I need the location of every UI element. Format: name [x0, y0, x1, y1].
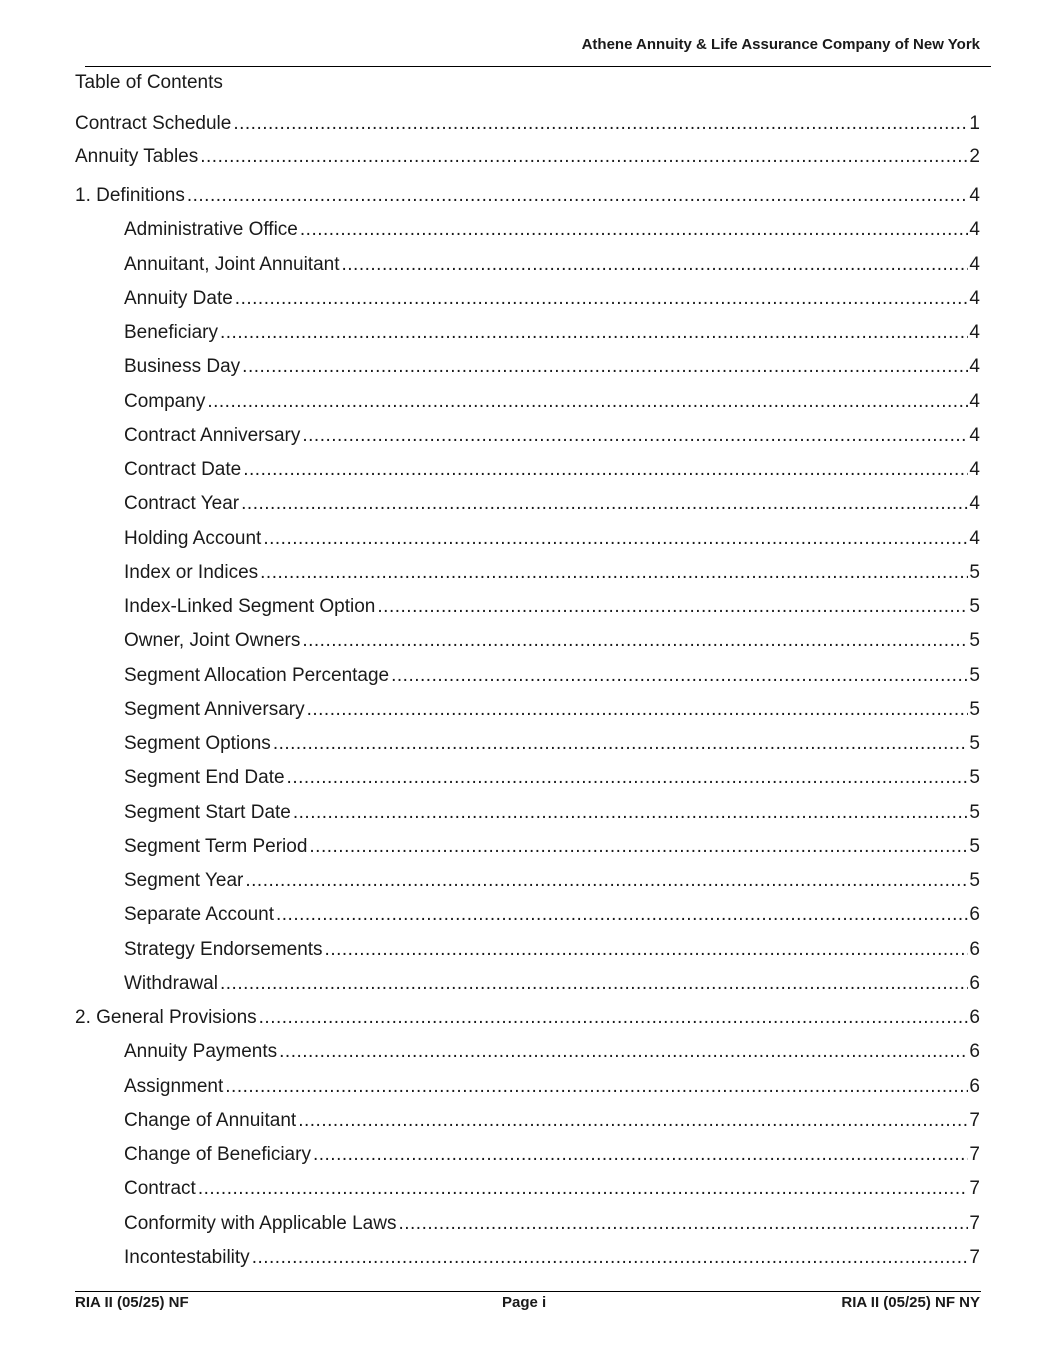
toc-title: Table of Contents	[75, 72, 223, 93]
toc-dot-leader	[260, 562, 968, 584]
toc-entry-label: Segment Options	[124, 733, 271, 754]
toc-entry-label: Separate Account	[124, 904, 274, 925]
toc-entry-label: Annuity Date	[124, 288, 233, 309]
toc-dot-leader	[207, 391, 968, 413]
toc-entry-label: Contract Date	[124, 459, 242, 480]
toc-entry[interactable]	[124, 455, 980, 481]
toc-entry[interactable]	[124, 969, 980, 995]
toc-entry[interactable]	[75, 1003, 980, 1029]
toc-entry-label: Assignment	[124, 1076, 224, 1097]
toc-entry-page: 5	[969, 802, 980, 823]
toc-entry-label: Administrative Office	[124, 219, 298, 240]
toc-entry-label: Annuitant, Joint Annuitant	[124, 254, 340, 275]
company-name: Athene Annuity & Life Assurance Company of New York	[581, 36, 980, 53]
toc-dot-leader	[300, 219, 969, 241]
toc-entry[interactable]	[75, 142, 980, 168]
toc-entry-page: 2	[969, 146, 980, 167]
toc-entry-label: Index-Linked Segment Option	[124, 596, 376, 617]
toc-dot-leader	[259, 1007, 969, 1029]
toc-entry-page: 7	[969, 1178, 980, 1199]
toc-entry[interactable]	[124, 763, 980, 789]
toc-entry-page: 5	[969, 665, 980, 686]
toc-entry-label: Contract Year	[124, 493, 240, 514]
header-divider	[85, 66, 991, 67]
toc-entry[interactable]	[124, 661, 980, 687]
toc-dot-leader	[242, 356, 968, 378]
toc-entry[interactable]	[124, 215, 980, 241]
toc-dot-leader	[307, 699, 969, 721]
toc-entry-page: 4	[969, 219, 980, 240]
toc-dot-leader	[309, 836, 968, 858]
toc-entry-page: 5	[969, 630, 980, 651]
toc-entry-page: 5	[969, 733, 980, 754]
footer-page-number: Page i	[502, 1294, 547, 1311]
toc-entry-label: Annuity Tables	[75, 146, 199, 167]
toc-dot-leader	[279, 1041, 968, 1063]
toc-entry-page: 4	[969, 185, 980, 206]
toc-entry-page: 4	[969, 459, 980, 480]
toc-entry[interactable]	[124, 387, 980, 413]
toc-entry[interactable]	[124, 352, 980, 378]
toc-entry-page: 6	[969, 904, 980, 925]
toc-dot-leader	[225, 1076, 968, 1098]
toc-entry-page: 6	[969, 1076, 980, 1097]
toc-entry-page: 5	[969, 767, 980, 788]
toc-entry[interactable]	[124, 284, 980, 310]
toc-entry[interactable]	[124, 798, 980, 824]
toc-dot-leader	[298, 1110, 968, 1132]
toc-dot-leader	[187, 185, 969, 207]
toc-dot-leader	[220, 322, 968, 344]
toc-entry-label: 1. Definitions	[75, 185, 185, 206]
toc-entry-label: Contract Anniversary	[124, 425, 301, 446]
toc-entry[interactable]	[124, 832, 980, 858]
toc-entry[interactable]	[124, 558, 980, 584]
toc-entry-page: 5	[969, 836, 980, 857]
toc-entry-page: 4	[969, 493, 980, 514]
toc-dot-leader	[200, 146, 968, 168]
toc-entry-label: Contract Schedule	[75, 113, 232, 134]
toc-entry-label: Segment Anniversary	[124, 699, 305, 720]
toc-entry[interactable]	[75, 181, 980, 207]
toc-entry-page: 7	[969, 1213, 980, 1234]
toc-entry-page: 6	[969, 939, 980, 960]
toc-entry[interactable]	[124, 250, 980, 276]
toc-entry-label: Segment Start Date	[124, 802, 291, 823]
toc-entry-page: 7	[969, 1144, 980, 1165]
toc-dot-leader	[198, 1178, 969, 1200]
toc-entry-label: 2. General Provisions	[75, 1007, 257, 1028]
toc-entry-page: 4	[969, 288, 980, 309]
toc-entry-page: 7	[969, 1110, 980, 1131]
toc-entry-label: Segment Term Period	[124, 836, 308, 857]
toc-entry-label: Company	[124, 391, 206, 412]
toc-entry[interactable]	[124, 1243, 980, 1269]
toc-dot-leader	[241, 493, 968, 515]
toc-entry-label: Holding Account	[124, 528, 262, 549]
toc-entry-page: 5	[969, 596, 980, 617]
toc-entry[interactable]	[124, 1209, 980, 1235]
footer-form-number: RIA II (05/25) NF	[75, 1294, 189, 1311]
footer-divider	[75, 1291, 981, 1292]
toc-entry[interactable]	[124, 1072, 980, 1098]
toc-entry-page: 1	[969, 113, 980, 134]
footer-form-number-ny: RIA II (05/25) NF NY	[841, 1294, 980, 1311]
toc-dot-leader	[325, 939, 969, 961]
toc-entry-label: Annuity Payments	[124, 1041, 278, 1062]
toc-entry[interactable]	[124, 1037, 980, 1063]
toc-entry[interactable]	[124, 318, 980, 344]
toc-entry-label: Segment Year	[124, 870, 244, 891]
toc-entry-page: 5	[969, 699, 980, 720]
toc-entry[interactable]	[124, 695, 980, 721]
toc-entry[interactable]	[124, 1106, 980, 1132]
toc-entry[interactable]	[124, 489, 980, 515]
toc-dot-leader	[391, 665, 968, 687]
toc-dot-leader	[220, 973, 968, 995]
toc-entry-page: 6	[969, 1007, 980, 1028]
toc-entry-page: 7	[969, 1247, 980, 1268]
toc-dot-leader	[243, 459, 968, 481]
toc-entry[interactable]	[124, 900, 980, 926]
toc-entry-label: Change of Beneficiary	[124, 1144, 311, 1165]
toc-entry-label: Beneficiary	[124, 322, 218, 343]
toc-entry[interactable]	[124, 421, 980, 447]
toc-entry-page: 4	[969, 322, 980, 343]
toc-entry[interactable]	[124, 592, 980, 618]
toc-entry-page: 4	[969, 425, 980, 446]
toc-dot-leader	[398, 1213, 968, 1235]
toc-entry-label: Business Day	[124, 356, 241, 377]
toc-entry[interactable]	[75, 109, 980, 135]
toc-entry-label: Segment Allocation Percentage	[124, 665, 390, 686]
toc-dot-leader	[273, 733, 969, 755]
toc-dot-leader	[377, 596, 968, 618]
toc-dot-leader	[287, 767, 969, 789]
toc-entry-label: Strategy Endorsements	[124, 939, 323, 960]
toc-entry-label: Segment End Date	[124, 767, 285, 788]
toc-dot-leader	[245, 870, 968, 892]
toc-entry[interactable]	[124, 935, 980, 961]
toc-dot-leader	[263, 528, 968, 550]
toc-entry-page: 6	[969, 973, 980, 994]
toc-dot-leader	[313, 1144, 968, 1166]
toc-entry[interactable]	[124, 729, 980, 755]
toc-entry-page: 4	[969, 254, 980, 275]
toc-entry[interactable]	[124, 866, 980, 892]
toc-dot-leader	[276, 904, 968, 926]
toc-dot-leader	[233, 113, 968, 135]
toc-entry-label: Change of Annuitant	[124, 1110, 297, 1131]
toc-dot-leader	[302, 425, 968, 447]
toc-dot-leader	[252, 1247, 969, 1269]
toc-entry[interactable]	[124, 1140, 980, 1166]
toc-dot-leader	[235, 288, 969, 310]
toc-entry[interactable]	[124, 626, 980, 652]
toc-dot-leader	[302, 630, 968, 652]
toc-entry-page: 4	[969, 528, 980, 549]
toc-entry-page: 6	[969, 1041, 980, 1062]
toc-entry-page: 5	[969, 562, 980, 583]
toc-entry[interactable]	[124, 524, 980, 550]
toc-entry-page: 4	[969, 391, 980, 412]
toc-entry-page: 4	[969, 356, 980, 377]
toc-entry[interactable]	[124, 1174, 980, 1200]
toc-entry-label: Contract	[124, 1178, 196, 1199]
toc-entry-page: 5	[969, 870, 980, 891]
toc-entry-label: Withdrawal	[124, 973, 218, 994]
toc-entry-label: Owner, Joint Owners	[124, 630, 301, 651]
toc-entry-label: Incontestability	[124, 1247, 250, 1268]
toc-dot-leader	[342, 254, 969, 276]
toc-entry-label: Conformity with Applicable Laws	[124, 1213, 397, 1234]
toc-entry-label: Index or Indices	[124, 562, 259, 583]
toc-dot-leader	[293, 802, 969, 824]
